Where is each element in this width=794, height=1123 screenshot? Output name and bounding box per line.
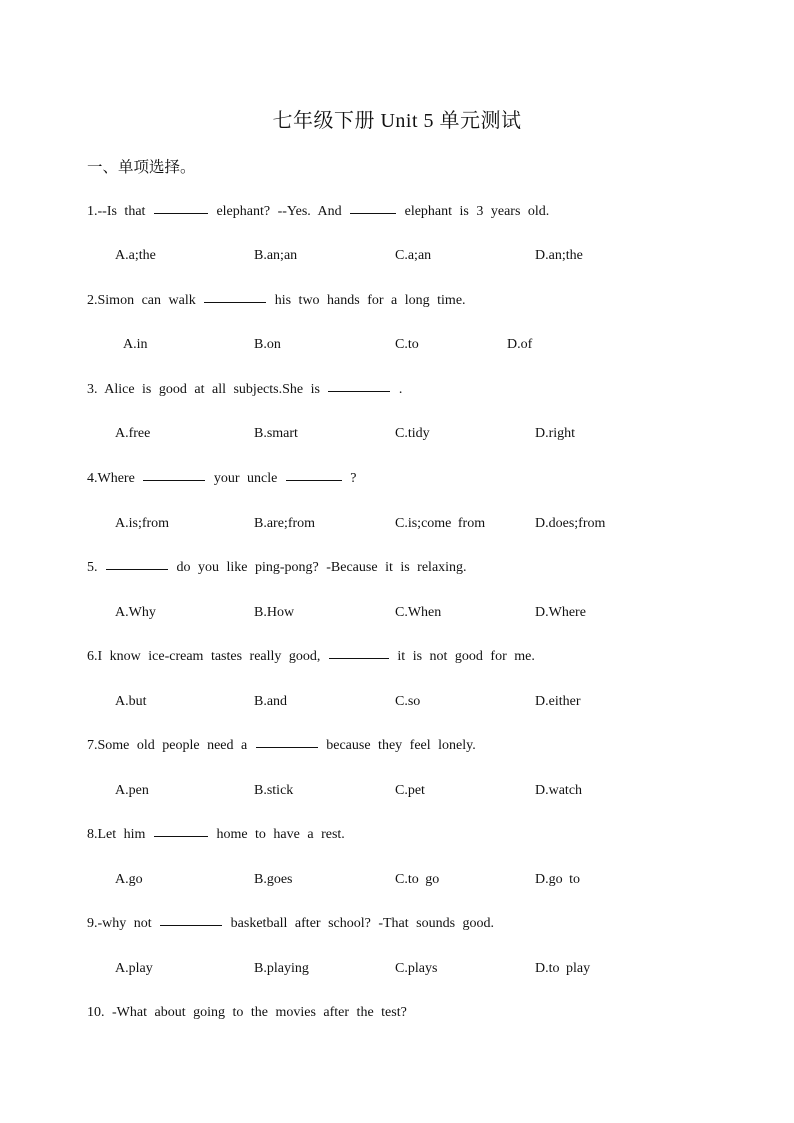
option-a: A.a;the — [115, 248, 156, 263]
option-c: C.When — [395, 605, 442, 620]
question-text: elephant is 3 years old. — [404, 204, 550, 219]
question-3 — [87, 382, 402, 398]
answer-blank — [256, 746, 318, 748]
option-d: D.to play — [535, 961, 591, 976]
section-heading: 一、单项选择。 — [87, 159, 196, 176]
option-c: C.is;come from — [395, 516, 486, 531]
option-a: A.Why — [115, 605, 156, 620]
option-b: B.on — [254, 337, 281, 352]
option-b: B.goes — [254, 872, 293, 887]
option-a: A.but — [115, 694, 147, 709]
question-text: 10. -What about going to the movies after the test? — [87, 1005, 407, 1020]
question-4 — [87, 471, 357, 487]
question-8 — [87, 827, 345, 843]
option-b: B.stick — [254, 783, 294, 798]
answer-blank — [106, 568, 168, 570]
answer-blank — [204, 301, 266, 303]
option-d: D.an;the — [535, 248, 583, 263]
answer-blank — [154, 212, 208, 214]
question-text: 2.Simon can walk — [87, 293, 196, 308]
option-a: A.in — [123, 337, 148, 352]
option-d: D.Where — [535, 605, 586, 620]
answer-blank — [329, 657, 389, 659]
option-d: D.does;from — [535, 516, 606, 531]
option-a: A.go — [115, 872, 143, 887]
option-b: B.playing — [254, 961, 309, 976]
question-text: 7.Some old people need a — [87, 738, 248, 753]
question-text: 9.-why not — [87, 916, 152, 931]
question-2 — [87, 293, 466, 309]
question-9 — [87, 916, 494, 932]
question-text: basketball after school? -That sounds good. — [230, 916, 495, 931]
option-c: C.to — [395, 337, 419, 352]
question-text: . — [398, 382, 403, 397]
question-text: because they feel lonely. — [326, 738, 476, 753]
question-text: it is not good for me. — [397, 649, 535, 664]
question-text: 3. Alice is good at all subjects.She is — [87, 382, 320, 397]
question-text: 4.Where — [87, 471, 135, 486]
option-d: D.right — [535, 426, 576, 441]
option-c: C.tidy — [395, 426, 430, 441]
question-10 — [87, 1005, 407, 1021]
answer-blank — [350, 212, 396, 214]
option-c: C.so — [395, 694, 421, 709]
option-b: B.smart — [254, 426, 298, 441]
option-d: D.watch — [535, 783, 583, 798]
option-c: C.to go — [395, 872, 440, 887]
answer-blank — [143, 479, 205, 481]
option-b: B.are;from — [254, 516, 316, 531]
answer-blank — [160, 924, 222, 926]
option-a: A.pen — [115, 783, 149, 798]
question-1 — [87, 204, 549, 220]
option-a: A.play — [115, 961, 153, 976]
option-c: C.a;an — [395, 248, 432, 263]
question-7 — [87, 738, 476, 754]
question-text: elephant? --Yes. And — [216, 204, 342, 219]
answer-blank — [154, 835, 208, 837]
question-text: his two hands for a long time. — [274, 293, 466, 308]
option-b: B.How — [254, 605, 295, 620]
answer-blank — [328, 390, 390, 392]
question-text: your uncle — [213, 471, 278, 486]
answer-blank — [286, 479, 342, 481]
option-a: A.free — [115, 426, 151, 441]
question-text: do you like ping-pong? -Because it is relaxing. — [176, 560, 467, 575]
option-d: D.either — [535, 694, 581, 709]
option-a: A.is;from — [115, 516, 170, 531]
question-text: 6.I know ice-cream tastes really good, — [87, 649, 321, 664]
option-b: B.and — [254, 694, 288, 709]
option-d: D.of — [507, 337, 533, 352]
question-text: home to have a rest. — [216, 827, 345, 842]
question-text: ? — [350, 471, 357, 486]
question-5 — [87, 560, 467, 576]
option-c: C.pet — [395, 783, 425, 798]
question-6 — [87, 649, 535, 665]
page-title: 七年级下册 Unit 5 单元测试 — [272, 110, 522, 132]
option-b: B.an;an — [254, 248, 298, 263]
option-c: C.plays — [395, 961, 438, 976]
question-text: 1.--Is that — [87, 204, 146, 219]
option-d: D.go to — [535, 872, 580, 887]
question-text: 8.Let him — [87, 827, 146, 842]
question-text: 5. — [87, 560, 98, 575]
